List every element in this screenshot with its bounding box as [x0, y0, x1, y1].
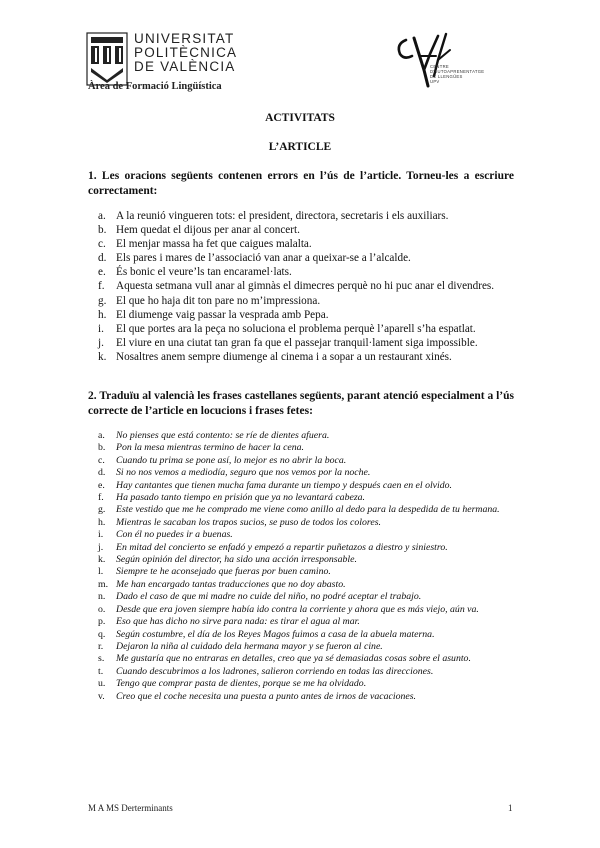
section-2-list — [88, 430, 514, 703]
list-item: j. En mitad del concierto se enfadó y empezó a repartir puñetazos a diestro y siniestro. — [98, 541, 448, 553]
article-title: L’ARTICLE — [268, 141, 332, 153]
list-item: k. Nosaltres anem sempre diumenge al cinema i a sopar a un restaurant xinés. — [98, 350, 452, 363]
list-item: h. El diumenge vaig passar la vesprada amb Pepa. — [98, 308, 329, 321]
list-item: k. Según opinión del director, ha sido una acción irresponsable. — [98, 554, 357, 566]
list-item: j. El viure en una ciutat tan gran fa que el passejar tranquil·lament siga impossible. — [98, 336, 478, 349]
list-item: b. Hem quedat el dijous per anar al concert. — [98, 224, 300, 237]
list-item: o. Desde que era joven siempre había ido contra la corriente y ahora que es más viejo, aún va. — [98, 603, 479, 615]
list-item: d. Els pares i mares de l’associació van anar a queixar-se a l’alcalde. — [98, 252, 411, 265]
list-item: q. Según costumbre, el día de los Reyes Magos fuimos a casa de la abuela materna. — [98, 628, 435, 640]
list-item: m. Me han encargado tantas traducciones que no doy abasto. — [98, 578, 346, 590]
list-item: s. Me gustaría que no entraras en detalles, creo que ya sé demasiadas cosas sobre el asunto. — [98, 653, 471, 665]
university-line-1: UNIVERSITAT — [134, 31, 235, 46]
list-item: c. El menjar massa ha fet que caigues malalta. — [98, 238, 312, 251]
list-item: d. Si no nos vemos a mediodía, seguro que nos vemos por la noche. — [98, 467, 371, 479]
upv-emblem-icon — [86, 32, 128, 86]
list-item: g. El que ho haja dit ton pare no m’impressiona. — [98, 294, 321, 307]
university-line-2: POLITÈCNICA — [134, 45, 238, 60]
list-item: a. A la reunió vingueren tots: el president, directora, secretaris i els auxiliars. — [98, 210, 449, 222]
list-item: p. Eso que has dicho no sirve para nada: es tirar el agua al mar. — [98, 616, 360, 628]
list-item: r. Dejaron la niña al cuidado dela hermana mayor y se fueron al cine. — [98, 640, 383, 652]
list-item: u. Tengo que comprar pasta de dientes, porque se me ha olvidado. — [98, 678, 367, 690]
list-item: f. Ha pasado tanto tiempo en prisión que ya no levantará cabeza. — [98, 492, 365, 504]
section-2-heading: 2. Traduïu al valencià les frases castellanes següents, parant atenció especialment a l’ús correcte de l’article en locucions i frases fetes: — [88, 390, 514, 417]
list-item: f. Aquesta setmana vull anar al gimnàs el dimecres perquè no hi puc anar el divendres. — [98, 280, 495, 293]
list-item: g. Este vestido que me he comprado me viene como anillo al dedo para la despedida de tu hermana. — [98, 504, 500, 516]
list-item: i. El que portes ara la peça no soluciona el problema perquè l’aparell s’ha espatlat. — [98, 322, 476, 335]
section-1-list — [88, 209, 514, 364]
area-label: Àrea de Formació Lingüística — [88, 81, 222, 92]
cal-logo — [394, 30, 534, 92]
list-item: n. Dado el caso de que mi madre no cuide del niño, no podré aceptar el trabajo. — [98, 591, 422, 603]
university-line-3: DE VALÈNCIA — [134, 59, 236, 74]
list-item: v. Creo que el coche necesita una puesta a punto antes de irnos de vacaciones. — [98, 690, 417, 702]
section-1-heading: 1. Les oracions següents contenen errors en l’ús de l’article. Torneu-les a escriure correctament: — [88, 170, 514, 197]
page-number: 1 — [508, 803, 513, 813]
university-name — [134, 32, 237, 74]
list-item: i. Con él no puedes ir a buenas. — [98, 529, 233, 541]
list-item: a. No pienses que está contento: se ríe de dientes afuera. — [98, 430, 330, 441]
activities-title: ACTIVITATS — [265, 112, 335, 124]
list-item: e. Hay cantantes que tienen mucha fama durante un tiempo y después caen en el olvido. — [98, 479, 453, 491]
list-item: h. Mientras le sacaban los trapos sucios, se puso de todos los colores. — [98, 516, 381, 528]
footer-text: M A MS Derterminants — [88, 803, 173, 813]
list-item: e. És bonic el veure’ls tan encaramel·lats. — [98, 266, 292, 279]
list-item: t. Cuando descubrimos a los ladrones, salieron corriendo en todas las direcciones. — [98, 665, 434, 677]
list-item: c. Cuando tu prima se pone así, lo mejor es no abrir la boca. — [98, 454, 347, 466]
cal-caption: CENTRE D'AUTOAPRENENTATGE DE LLENGÜES UPV — [430, 64, 485, 84]
list-item: l. Siempre te he aconsejado que fueras por buen camino. — [98, 566, 331, 578]
list-item: b. Pon la mesa mientras termino de hacer la cena. — [98, 442, 305, 454]
